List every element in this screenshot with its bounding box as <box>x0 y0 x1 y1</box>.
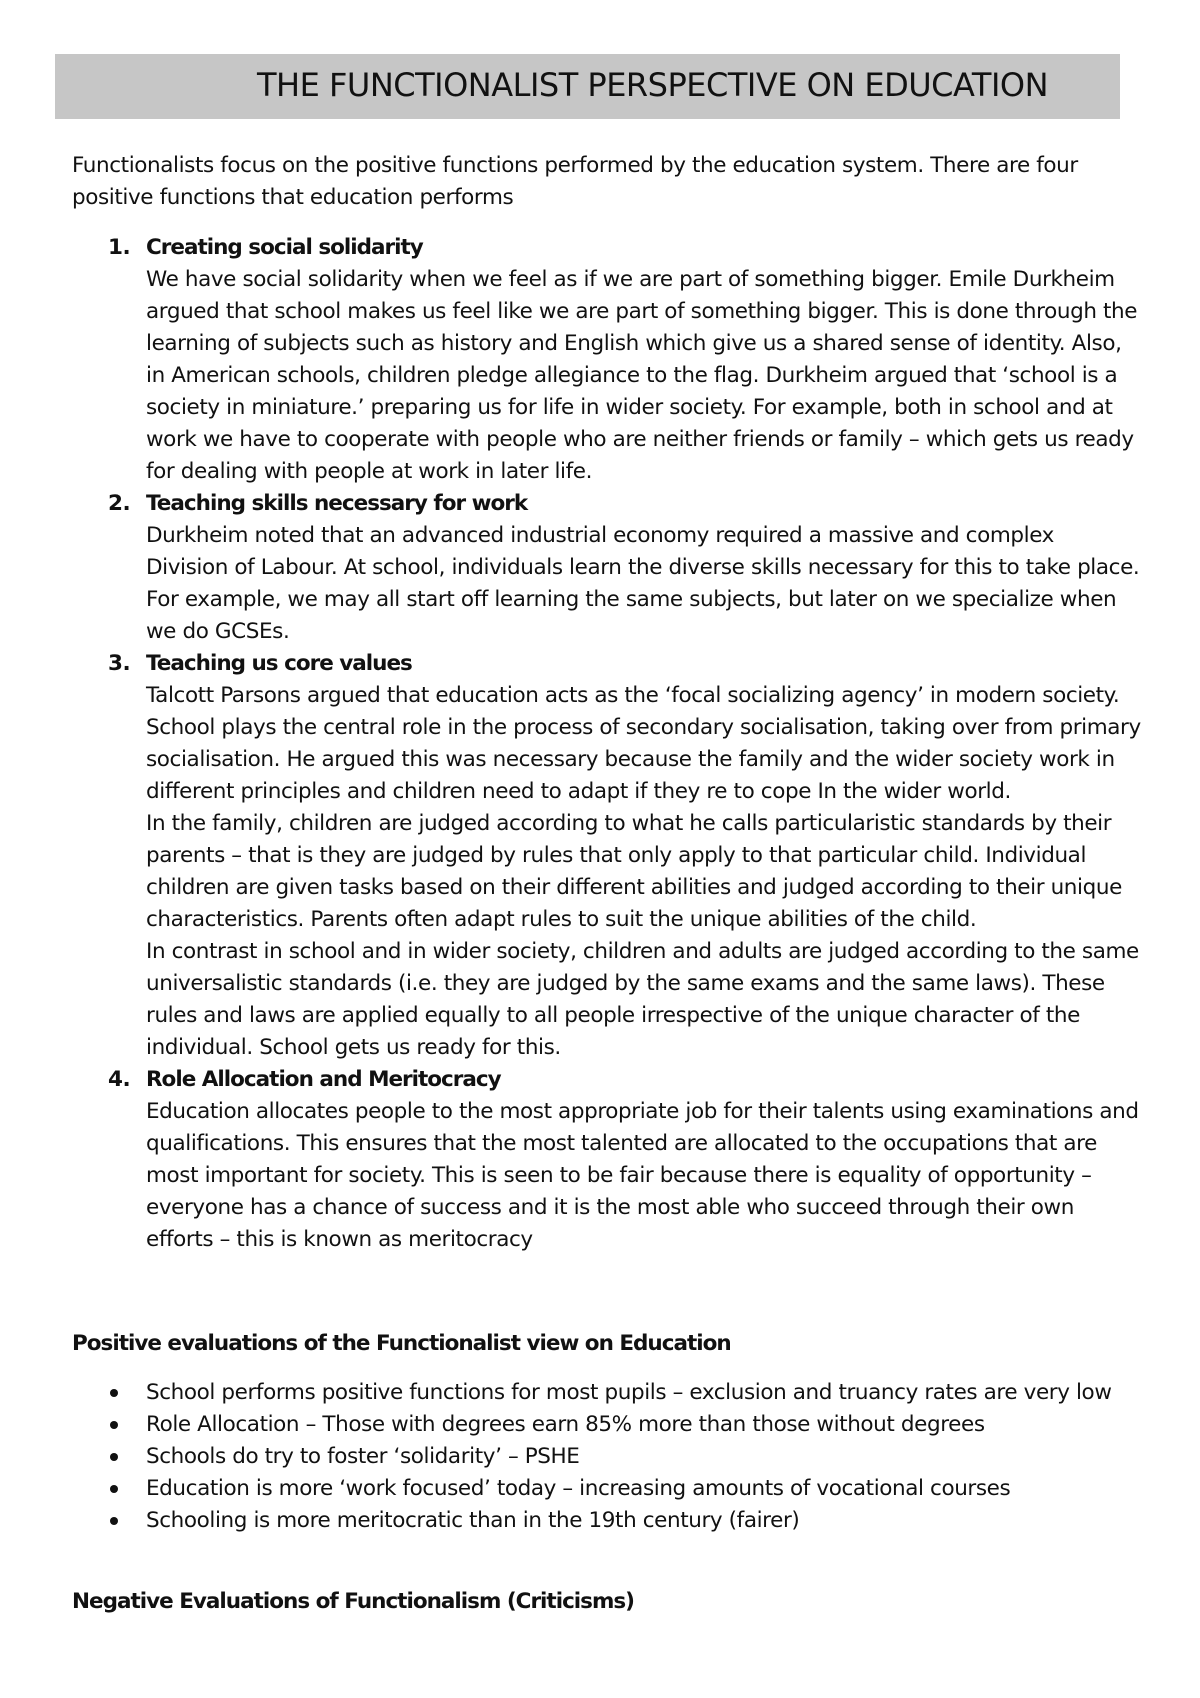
function-number: 1. <box>108 235 131 260</box>
intro-paragraph: Functionalists focus on the positive functions performed by the education system. There are four positive functions that education performs <box>72 153 1078 210</box>
function-heading: Teaching us core values <box>146 651 412 676</box>
list-item <box>72 1473 1142 1505</box>
list-item-text: Schooling is more meritocratic than in the 19th century (fairer) <box>146 1508 800 1533</box>
list-item-text: Schools do try to foster ‘solidarity’ – PSHE <box>146 1444 580 1469</box>
function-paragraph: Talcott Parsons argued that education acts as the ‘focal socializing agency’ in modern society. School plays the central role in the process of secondary socialisation, taking over from primary socialisation. He argued this was necessary because the family and the wider society work in different principles and children need to adapt if they re to cope In the wider world. <box>146 683 1141 804</box>
list-item <box>72 1505 1142 1537</box>
bullet-icon <box>110 1453 118 1461</box>
function-paragraph: In contrast in school and in wider society, children and adults are judged according to the same universalistic standards (i.e. they are judged by the same exams and the same laws). These rules and laws are applied equally to all people irrespective of the unique character of the individual. School gets us ready for this. <box>146 939 1139 1060</box>
function-heading: Teaching skills necessary for work <box>146 491 528 516</box>
list-item-text: School performs positive functions for most pupils – exclusion and truancy rates are very low <box>146 1380 1112 1405</box>
list-item <box>72 1409 1142 1441</box>
bullet-icon <box>110 1517 118 1525</box>
functions-list <box>72 232 1142 1256</box>
function-item <box>72 648 1142 1064</box>
title-banner <box>55 54 1120 119</box>
function-number: 3. <box>108 651 131 676</box>
bullet-icon <box>110 1421 118 1429</box>
function-number: 4. <box>108 1067 131 1092</box>
function-heading: Creating social solidarity <box>146 235 423 260</box>
bullet-icon <box>110 1485 118 1493</box>
function-number: 2. <box>108 491 131 516</box>
function-paragraph: In the family, children are judged according to what he calls particularistic standards by their parents – that is they are judged by rules that only apply to that particular child. Individual children are given tasks based on their different abilities and judged according to their unique characteristics. Parents often adapt rules to suit the unique abilities of the child. <box>146 811 1122 932</box>
positive-evaluations-heading: Positive evaluations of the Functionalist view on Education <box>72 1331 731 1356</box>
positive-evaluations-list <box>72 1377 1142 1537</box>
function-paragraph: Education allocates people to the most appropriate job for their talents using examinations and qualifications. This ensures that the most talented are allocated to the occupations that are most important for society. This is seen to be fair because there is equality of opportunity – everyone has a chance of success and it is the most able who succeed through their own efforts – this is known as meritocracy <box>146 1099 1139 1252</box>
bullet-icon <box>110 1389 118 1397</box>
negative-evaluations-heading: Negative Evaluations of Functionalism (Criticisms) <box>72 1589 635 1614</box>
list-item-text: Education is more ‘work focused’ today – increasing amounts of vocational courses <box>146 1476 1011 1501</box>
list-item <box>72 1377 1142 1409</box>
list-item-text: Role Allocation – Those with degrees earn 85% more than those without degrees <box>146 1412 985 1437</box>
function-paragraph: Durkheim noted that an advanced industrial economy required a massive and complex Division of Labour. At school, individuals learn the diverse skills necessary for this to take place. For example, we may all start off learning the same subjects, but later on we specialize when we do GCSEs. <box>146 523 1140 644</box>
list-item <box>72 1441 1142 1473</box>
page-title: THE FUNCTIONALIST PERSPECTIVE ON EDUCATION <box>257 66 1049 104</box>
function-heading: Role Allocation and Meritocracy <box>146 1067 501 1092</box>
function-item <box>72 232 1142 488</box>
function-item <box>72 1064 1142 1256</box>
function-paragraph: We have social solidarity when we feel as if we are part of something bigger. Emile Durkheim argued that school makes us feel like we are part of something bigger. This is done through the learning of subjects such as history and English which give us a shared sense of identity. Also, in American schools, children pledge allegiance to the flag. Durkheim argued that ‘school is a society in miniature.’ preparing us for life in wider society. For example, both in school and at work we have to cooperate with people who are neither friends or family – which gets us ready for dealing with people at work in later life. <box>146 267 1138 484</box>
function-item <box>72 488 1142 648</box>
